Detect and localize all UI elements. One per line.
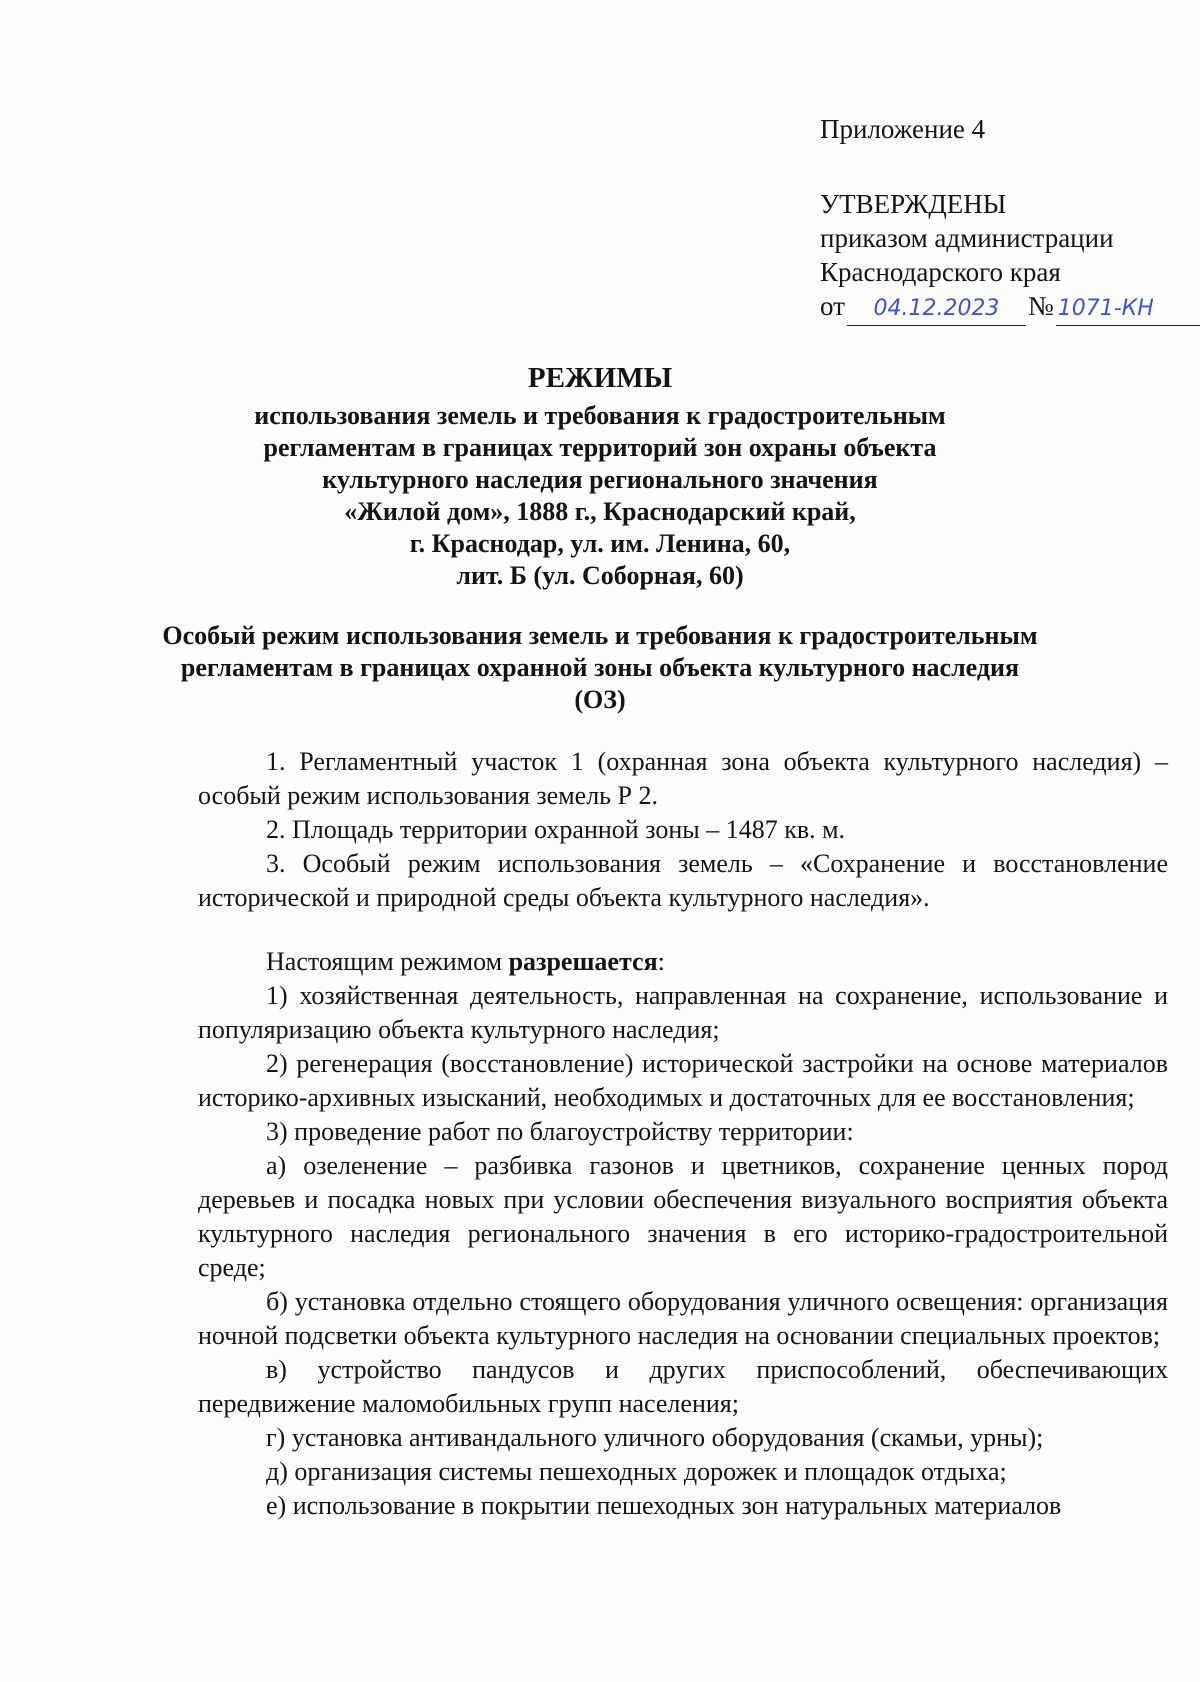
region-label: Краснодарского края	[820, 257, 1061, 287]
allowed-intro	[198, 945, 1168, 979]
title-line: регламентам в границах территорий зон охраны объекта	[263, 433, 937, 462]
spacer	[198, 915, 1168, 945]
allowed-colon: :	[657, 947, 665, 976]
paragraph-2: 2. Площадь территории охранной зоны – 1487 кв. м.	[266, 815, 846, 844]
title-line: г. Краснодар, ул. им. Ленина, 60,	[409, 529, 791, 558]
list-item: 3) проведение работ по благоустройству территории:	[266, 1117, 854, 1146]
allowed-bold: разрешается	[508, 947, 658, 976]
subtitle-line: (ОЗ)	[574, 685, 626, 714]
document-body	[198, 745, 1168, 1523]
number-prefix: №	[1027, 291, 1054, 321]
handwritten-date: 04.12.2023	[847, 292, 1026, 326]
from-prefix: от	[820, 291, 845, 321]
list-item: г) установка антивандального уличного оборудования (скамьи, урны);	[266, 1423, 1044, 1452]
paragraph-3: 3. Особый режим использования земель – «Сохранение и восстановление исторической и природной среды объекта культурного наследия».	[198, 849, 1168, 912]
list-item: 1) хозяйственная деятельность, направленная на сохранение, использование и популяризацию объекта культурного наследия;	[198, 981, 1168, 1044]
list-item: а) озеленение – разбивка газонов и цветников, сохранение ценных пород деревьев и посадка новых при условии обеспечения визуального восприятия объекта культурного наследия регионального значения в его историко-градостроительной среде;	[198, 1151, 1168, 1282]
title-line: лит. Б (ул. Соборная, 60)	[456, 561, 744, 590]
handwritten-order-number: 1071-КН	[1056, 292, 1200, 326]
allowed-intro-text: Настоящим режимом	[266, 947, 509, 976]
title-line: «Жилой дом», 1888 г., Краснодарский край,	[344, 497, 856, 526]
title-line: культурного наследия регионального значения	[322, 465, 878, 494]
list-item: д) организация системы пешеходных дорожек и площадок отдыха;	[266, 1457, 1007, 1486]
title-line: использования земель и требования к градостроительным	[254, 401, 946, 430]
appendix-label: Приложение 4	[820, 114, 986, 144]
order-label: приказом администрации	[820, 223, 1114, 253]
paragraph-1: 1. Регламентный участок 1 (охранная зона объекта культурного наследия) – особый режим использования земель Р 2.	[198, 747, 1168, 810]
subtitle-line: Особый режим использования земель и требования к градостроительным	[162, 621, 1038, 650]
list-item: е) использование в покрытии пешеходных зон натуральных материалов	[266, 1491, 1062, 1520]
order-date-number	[820, 290, 1200, 326]
list-item: б) установка отдельно стоящего оборудования уличного освещения: организация ночной подсветки объекта культурного наследия на основании специальных проектов;	[198, 1287, 1168, 1350]
list-item: 2) регенерация (восстановление) исторической застройки на основе материалов историко-архивных изысканий, необходимых и достаточных для ее восстановления;	[198, 1049, 1168, 1112]
subtitle-line: регламентам в границах охранной зоны объекта культурного наследия	[180, 653, 1020, 682]
document-title	[200, 362, 1000, 592]
list-item: в) устройство пандусов и других приспособлений, обеспечивающих передвижение маломобильных групп населения;	[198, 1355, 1168, 1418]
title-heading: РЕЖИМЫ	[527, 362, 673, 394]
section-subtitle	[160, 620, 1040, 716]
approved-label: УТВЕРЖДЕНЫ	[820, 189, 1007, 219]
